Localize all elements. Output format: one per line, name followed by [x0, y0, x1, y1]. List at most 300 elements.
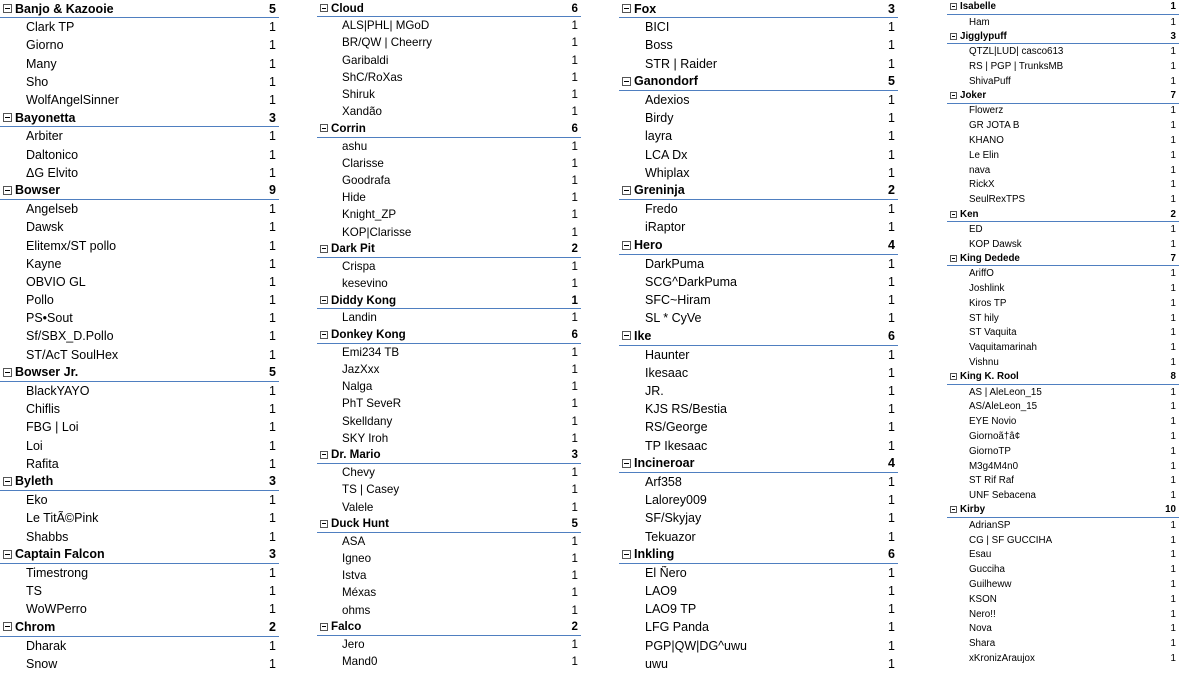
- group-name: Donkey Kong: [331, 328, 406, 342]
- table-row: [947, 118, 1179, 133]
- player-count: 1: [1170, 327, 1176, 339]
- table-row: [0, 164, 279, 182]
- table-row: [0, 127, 279, 145]
- table-row: [619, 491, 898, 509]
- table-row: [947, 296, 1179, 311]
- player-name: STR | Raider: [645, 56, 718, 71]
- table-row: [0, 382, 279, 400]
- group-name: Diddy Kong: [331, 293, 397, 307]
- table-row: [619, 600, 898, 618]
- collapse-toggle-icon[interactable]: [950, 92, 957, 99]
- player-name: SFC~Hiram: [645, 293, 711, 308]
- player-count: 1: [888, 365, 895, 380]
- table-row: [317, 172, 581, 189]
- table-row: [619, 509, 898, 527]
- collapse-toggle-icon[interactable]: [320, 4, 328, 12]
- player-count: 1: [888, 656, 895, 671]
- collapse-toggle-icon[interactable]: [320, 623, 328, 631]
- table-row: [947, 518, 1179, 533]
- table-row: [947, 237, 1179, 252]
- group-name: Incineroar: [634, 456, 695, 471]
- table-row: [619, 527, 898, 545]
- player-name: Giornoã†â¢: [969, 431, 1021, 442]
- table-row: [317, 378, 581, 395]
- pivot-column-3: [619, 0, 898, 673]
- table-row: [317, 464, 581, 481]
- player-name: AS/AleLeon_15: [969, 401, 1038, 413]
- player-name: Angelseb: [26, 202, 79, 217]
- table-row: [619, 364, 898, 382]
- table-row: [947, 400, 1179, 415]
- player-name: Shiruk: [342, 88, 375, 102]
- player-name: Ikesaac: [645, 365, 689, 380]
- player-name: Nero!!: [969, 608, 996, 620]
- player-count: 1: [571, 466, 578, 480]
- group-count: 6: [571, 1, 578, 15]
- group-header: [317, 0, 581, 17]
- group-count: 3: [571, 448, 578, 462]
- collapse-toggle-icon[interactable]: [950, 33, 957, 40]
- player-count: 1: [571, 191, 578, 205]
- table-row: [317, 413, 581, 430]
- group-name: Corrin: [331, 121, 366, 135]
- player-name: Arbiter: [26, 129, 63, 144]
- player-count: 1: [571, 380, 578, 394]
- player-count: 1: [269, 329, 276, 344]
- table-row: [317, 550, 581, 567]
- collapse-toggle-icon[interactable]: [320, 124, 328, 132]
- player-name: ohms: [342, 603, 371, 617]
- collapse-toggle-icon[interactable]: [3, 477, 12, 486]
- table-row: [0, 655, 279, 673]
- player-count: 1: [571, 483, 578, 497]
- player-name: Loi: [26, 438, 43, 453]
- table-row: [0, 309, 279, 327]
- player-count: 1: [1170, 608, 1176, 620]
- group-name: Greninja: [634, 183, 685, 198]
- table-row: [0, 36, 279, 54]
- table-row: [619, 637, 898, 655]
- player-name: DarkPuma: [645, 256, 705, 271]
- group-header: [947, 0, 1179, 15]
- player-name: Vaquitamarinah: [969, 342, 1037, 354]
- player-count: 1: [571, 105, 578, 119]
- player-count: 1: [269, 420, 276, 435]
- collapse-toggle-icon[interactable]: [320, 331, 328, 339]
- player-name: LFG Panda: [645, 620, 709, 635]
- table-row: [0, 291, 279, 309]
- player-count: 1: [269, 529, 276, 544]
- player-name: PS•Sout: [26, 311, 73, 326]
- player-count: 1: [1170, 431, 1176, 442]
- player-count: 1: [888, 529, 895, 544]
- player-count: 1: [888, 293, 895, 308]
- group-header: [317, 327, 581, 344]
- table-row: [317, 138, 581, 155]
- player-count: 1: [1170, 46, 1176, 58]
- player-count: 1: [571, 70, 578, 84]
- player-count: 1: [1170, 283, 1176, 295]
- player-count: 1: [888, 620, 895, 635]
- group-name: King Dedede: [960, 252, 1020, 264]
- player-name: Emi234 TB: [342, 345, 400, 359]
- collapse-toggle-icon[interactable]: [622, 459, 631, 468]
- player-count: 1: [269, 165, 276, 180]
- player-name: M3g4M4n0: [969, 460, 1019, 472]
- player-count: 1: [269, 402, 276, 417]
- table-row: [619, 346, 898, 364]
- group-name: Duck Hunt: [331, 517, 389, 531]
- player-count: 1: [1170, 194, 1176, 206]
- group-header: [619, 327, 898, 345]
- collapse-toggle-icon[interactable]: [622, 186, 631, 195]
- player-name: GiornoTP: [969, 445, 1011, 457]
- player-count: 1: [888, 147, 895, 162]
- player-count: 1: [571, 500, 578, 514]
- collapse-toggle-icon[interactable]: [320, 520, 328, 528]
- player-name: BR/QW | Cheerry: [342, 36, 432, 50]
- player-name: Adexios: [645, 93, 690, 108]
- group-header: [947, 30, 1179, 45]
- group-name: Jigglypuff: [960, 30, 1007, 42]
- player-name: AS | AleLeon_15: [969, 386, 1042, 398]
- group-header: [947, 370, 1179, 385]
- collapse-toggle-icon[interactable]: [622, 4, 631, 13]
- table-row: [619, 473, 898, 491]
- collapse-toggle-icon[interactable]: [3, 368, 12, 377]
- group-count: 2: [571, 242, 578, 256]
- collapse-toggle-icon[interactable]: [950, 255, 957, 262]
- group-name: King K. Rool: [960, 371, 1019, 383]
- group-name: Inkling: [634, 547, 675, 562]
- table-row: [0, 273, 279, 291]
- table-row: [0, 527, 279, 545]
- player-name: Lalorey009: [645, 493, 707, 508]
- collapse-toggle-icon[interactable]: [3, 622, 12, 631]
- group-name: Fox: [634, 1, 657, 16]
- player-count: 1: [1170, 135, 1176, 147]
- player-count: 1: [1170, 534, 1176, 546]
- table-row: [0, 418, 279, 436]
- player-name: Kayne: [26, 256, 62, 271]
- player-count: 1: [888, 220, 895, 235]
- player-count: 1: [571, 19, 578, 33]
- group-name: Kirby: [960, 504, 986, 516]
- player-count: 1: [269, 493, 276, 508]
- table-row: [619, 91, 898, 109]
- player-count: 1: [888, 38, 895, 53]
- group-header: [619, 73, 898, 91]
- player-name: Guilheww: [969, 578, 1012, 590]
- player-count: 1: [269, 238, 276, 253]
- player-name: Clarisse: [342, 156, 384, 170]
- player-name: ST Vaquita: [969, 327, 1017, 339]
- player-name: Rafita: [26, 456, 59, 471]
- player-count: 1: [888, 256, 895, 271]
- table-row: [317, 275, 581, 292]
- table-row: [317, 258, 581, 275]
- group-count: 2: [1170, 208, 1176, 220]
- table-row: [947, 266, 1179, 281]
- table-row: [317, 103, 581, 120]
- group-count: 7: [1170, 252, 1176, 264]
- player-count: 1: [888, 111, 895, 126]
- table-row: [947, 592, 1179, 607]
- player-name: ShC/RoXas: [342, 70, 403, 84]
- table-row: [317, 69, 581, 86]
- player-name: Knight_ZP: [342, 208, 397, 222]
- player-count: 1: [1170, 519, 1176, 531]
- collapse-toggle-icon[interactable]: [3, 113, 12, 122]
- table-row: [0, 255, 279, 273]
- player-count: 1: [888, 347, 895, 362]
- table-row: [619, 655, 898, 673]
- player-name: ΔG Elvito: [26, 165, 79, 180]
- player-name: Nova: [969, 623, 992, 635]
- table-row: [947, 340, 1179, 355]
- player-name: Chiflis: [26, 402, 61, 417]
- player-name: layra: [645, 129, 673, 144]
- group-header: [619, 236, 898, 254]
- table-row: [619, 164, 898, 182]
- table-row: [619, 18, 898, 36]
- group-count: 2: [571, 620, 578, 634]
- table-row: [317, 52, 581, 69]
- group-count: 1: [571, 293, 578, 307]
- player-count: 1: [269, 347, 276, 362]
- player-name: Sho: [26, 74, 49, 89]
- collapse-toggle-icon[interactable]: [622, 77, 631, 86]
- player-count: 1: [888, 202, 895, 217]
- player-name: Many: [26, 56, 57, 71]
- table-row: [947, 429, 1179, 444]
- player-name: KHANO: [969, 135, 1004, 147]
- player-count: 1: [1170, 223, 1176, 235]
- table-row: [619, 255, 898, 273]
- player-name: Landin: [342, 311, 377, 325]
- table-row: [947, 163, 1179, 178]
- collapse-toggle-icon[interactable]: [950, 506, 957, 513]
- table-row: [317, 206, 581, 223]
- player-count: 1: [269, 638, 276, 653]
- table-row: [947, 148, 1179, 163]
- player-count: 1: [269, 20, 276, 35]
- player-count: 1: [1170, 593, 1176, 605]
- player-name: ALS|PHL| MGoD: [342, 19, 430, 33]
- player-count: 1: [888, 438, 895, 453]
- player-count: 1: [888, 474, 895, 489]
- table-row: [317, 86, 581, 103]
- player-name: Clark TP: [26, 20, 75, 35]
- pivot-column-4: [947, 0, 1179, 666]
- player-name: Boss: [645, 38, 673, 53]
- player-name: Garibaldi: [342, 53, 389, 67]
- player-name: SKY Iroh: [342, 431, 389, 445]
- player-count: 1: [571, 397, 578, 411]
- player-count: 1: [888, 274, 895, 289]
- collapse-toggle-icon[interactable]: [3, 550, 12, 559]
- collapse-toggle-icon[interactable]: [950, 373, 957, 380]
- player-count: 1: [1170, 460, 1176, 472]
- table-row: [0, 582, 279, 600]
- table-row: [317, 498, 581, 515]
- player-name: Pollo: [26, 293, 54, 308]
- group-header: [0, 546, 279, 564]
- player-name: KOP Dawsk: [969, 238, 1022, 250]
- player-name: Chevy: [342, 466, 375, 480]
- player-name: KJS RS/Bestia: [645, 402, 727, 417]
- player-name: PGP|QW|DG^uwu: [645, 638, 747, 653]
- table-row: [0, 600, 279, 618]
- player-count: 1: [1170, 297, 1176, 309]
- group-header: [317, 292, 581, 309]
- player-count: 1: [888, 420, 895, 435]
- collapse-toggle-icon[interactable]: [622, 550, 631, 559]
- player-count: 1: [1170, 342, 1176, 354]
- table-row: [947, 459, 1179, 474]
- player-name: LAO9: [645, 584, 677, 599]
- player-name: Shara: [969, 638, 996, 650]
- player-count: 1: [269, 602, 276, 617]
- collapse-toggle-icon[interactable]: [3, 4, 12, 13]
- player-count: 1: [571, 603, 578, 617]
- group-count: 3: [269, 547, 276, 562]
- collapse-toggle-icon[interactable]: [3, 186, 12, 195]
- table-row: [317, 309, 581, 326]
- table-row: [947, 636, 1179, 651]
- player-name: ST hily: [969, 312, 999, 324]
- table-row: [317, 653, 581, 670]
- group-header: [0, 473, 279, 491]
- group-header: [317, 447, 581, 464]
- player-name: Flowerz: [969, 105, 1004, 117]
- collapse-toggle-icon[interactable]: [622, 331, 631, 340]
- table-row: [947, 385, 1179, 400]
- table-row: [947, 311, 1179, 326]
- group-count: 2: [269, 619, 276, 634]
- player-count: 1: [269, 74, 276, 89]
- player-count: 1: [888, 93, 895, 108]
- group-name: Ken: [960, 208, 979, 220]
- group-header: [619, 546, 898, 564]
- group-header: [0, 618, 279, 636]
- table-row: [0, 91, 279, 109]
- player-name: SeulRexTPS: [969, 194, 1026, 206]
- player-name: nava: [969, 164, 991, 176]
- player-name: El Ñero: [645, 565, 687, 580]
- group-header: [0, 0, 279, 18]
- player-name: Xandão: [342, 105, 382, 119]
- table-row: [0, 327, 279, 345]
- player-count: 1: [571, 414, 578, 428]
- player-name: TP Ikesaac: [645, 438, 708, 453]
- player-name: BlackYAYO: [26, 384, 90, 399]
- player-count: 1: [269, 438, 276, 453]
- player-name: kesevino: [342, 277, 388, 291]
- player-count: 1: [1170, 549, 1176, 561]
- table-row: [619, 418, 898, 436]
- player-name: Whiplax: [645, 165, 690, 180]
- collapse-toggle-icon[interactable]: [622, 241, 631, 250]
- table-row: [947, 44, 1179, 59]
- table-row: [619, 618, 898, 636]
- collapse-toggle-icon[interactable]: [950, 211, 957, 218]
- player-name: Haunter: [645, 347, 690, 362]
- group-name: Captain Falcon: [15, 547, 105, 562]
- collapse-toggle-icon[interactable]: [320, 245, 328, 253]
- player-count: 1: [888, 584, 895, 599]
- group-count: 3: [1170, 30, 1176, 42]
- player-count: 1: [888, 56, 895, 71]
- player-count: 1: [888, 311, 895, 326]
- player-count: 1: [269, 584, 276, 599]
- table-row: [0, 18, 279, 36]
- player-name: Méxas: [342, 586, 377, 600]
- table-row: [947, 326, 1179, 341]
- table-row: [0, 455, 279, 473]
- player-name: Dawsk: [26, 220, 64, 235]
- player-name: Fredo: [645, 202, 678, 217]
- player-count: 1: [1170, 623, 1176, 635]
- player-count: 1: [269, 56, 276, 71]
- collapse-toggle-icon[interactable]: [320, 451, 328, 459]
- player-count: 1: [269, 129, 276, 144]
- player-name: ST Rif Raf: [969, 475, 1015, 487]
- group-name: Dr. Mario: [331, 448, 381, 462]
- group-name: Bayonetta: [15, 110, 76, 125]
- player-name: RickX: [969, 179, 995, 191]
- table-row: [0, 346, 279, 364]
- table-row: [0, 564, 279, 582]
- player-count: 1: [1170, 312, 1176, 324]
- player-count: 1: [1170, 445, 1176, 457]
- player-count: 1: [1170, 149, 1176, 161]
- table-row: [317, 34, 581, 51]
- group-header: [947, 89, 1179, 104]
- group-count: 6: [888, 547, 895, 562]
- table-row: [947, 607, 1179, 622]
- group-count: 6: [888, 328, 895, 343]
- player-name: Giorno: [26, 38, 64, 53]
- player-name: Esau: [969, 549, 992, 561]
- group-header: [947, 503, 1179, 518]
- player-name: PhT SeveR: [342, 397, 402, 411]
- player-name: Skelldany: [342, 414, 393, 428]
- player-name: xKronizAraujox: [969, 652, 1035, 664]
- player-count: 1: [269, 656, 276, 671]
- group-name: Falco: [331, 620, 362, 634]
- player-name: WolfAngelSinner: [26, 93, 119, 108]
- player-name: KOP|Clarisse: [342, 225, 412, 239]
- group-name: Cloud: [331, 1, 364, 15]
- collapse-toggle-icon[interactable]: [320, 296, 328, 304]
- player-count: 1: [571, 259, 578, 273]
- table-row: [619, 146, 898, 164]
- group-count: 5: [269, 1, 276, 16]
- player-name: Daltonico: [26, 147, 79, 162]
- table-row: [947, 281, 1179, 296]
- group-count: 3: [888, 1, 895, 16]
- player-count: 1: [1170, 238, 1176, 250]
- table-row: [317, 584, 581, 601]
- player-count: 1: [1170, 61, 1176, 73]
- player-name: WoWPerro: [26, 602, 87, 617]
- group-count: 9: [269, 183, 276, 198]
- player-name: Istva: [342, 569, 367, 583]
- player-count: 1: [1170, 564, 1176, 576]
- collapse-toggle-icon[interactable]: [950, 3, 957, 10]
- player-count: 1: [571, 225, 578, 239]
